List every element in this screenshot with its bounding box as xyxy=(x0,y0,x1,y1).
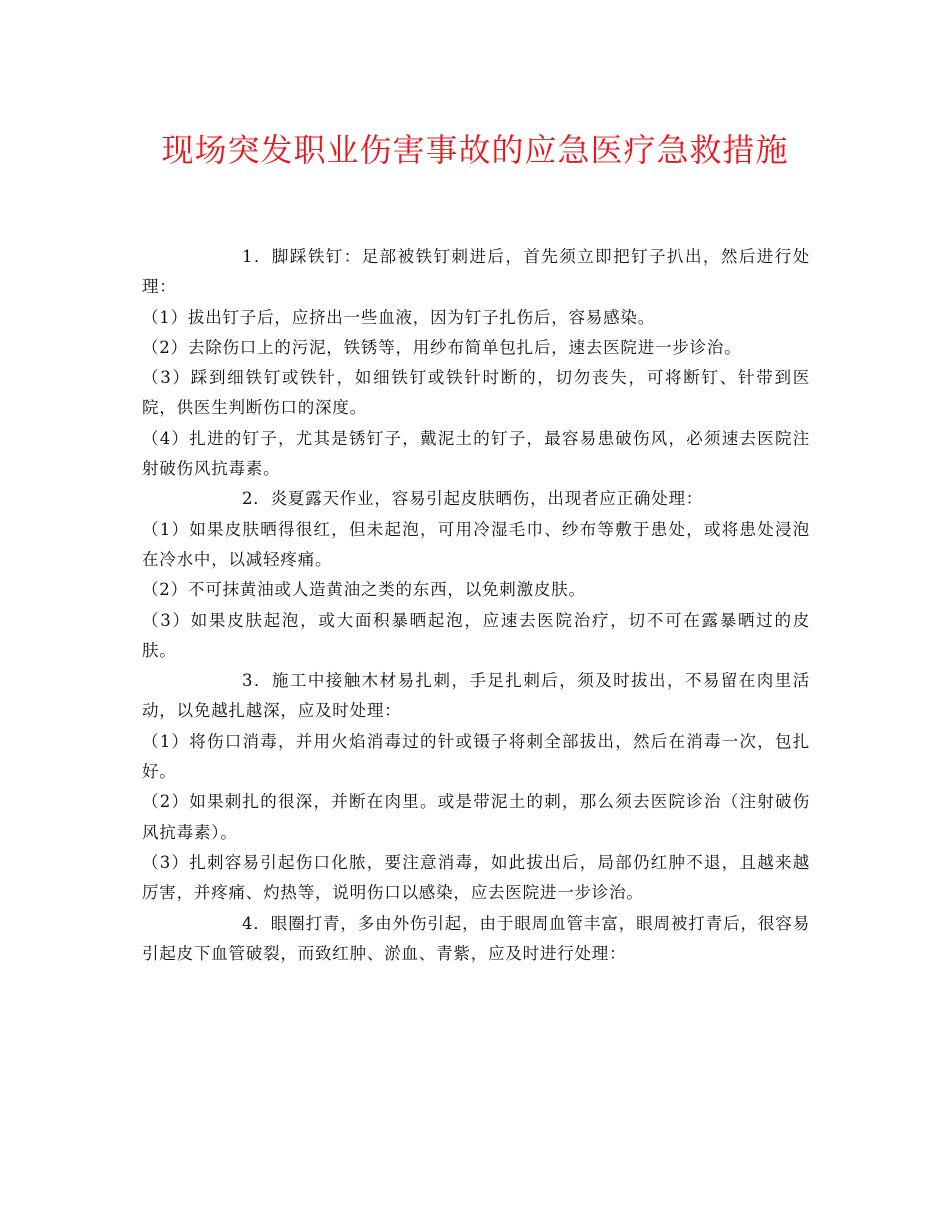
section-2-item-2: （2）不可抹黄油或人造黄油之类的东西，以免刺激皮肤。 xyxy=(142,580,586,600)
section-2-item-1: （1）如果皮肤晒得很红，但未起泡，可用冷湿毛巾、纱布等敷于患处，或将患处浸泡在冷水中，以减轻疼痛。 xyxy=(142,519,810,569)
section-3-item-2: （2）如果刺扎的很深，并断在肉里。或是带泥土的刺，那么须去医院诊治（注射破伤风抗毒素）。 xyxy=(142,792,810,842)
section-1-item-2: （2）去除伤口上的污泥，铁锈等，用纱布简单包扎后，速去医院进一步诊治。 xyxy=(142,337,742,357)
section-1-item-1: （1）拔出钉子后，应挤出一些血液，因为钉子扎伤后，容易感染。 xyxy=(142,307,655,327)
section-2-heading: 2．炎夏露天作业，容易引起皮肤晒伤，出现者应正确处理： xyxy=(242,489,704,509)
section-1-heading: 1．脚踩铁钉：足部被铁钉刺进后，首先须立即把钉子扒出，然后进行处理： xyxy=(142,247,810,297)
section-3-item-1: （1）将伤口消毒，并用火焰消毒过的针或镊子将刺全部拔出，然后在消毒一次，包扎好。 xyxy=(142,731,810,782)
document-body xyxy=(142,242,810,969)
section-4-heading: 4．眼圈打青，多由外伤引起，由于眼周血管丰富，眼周被打青后，很容易引起皮下血管破裂，而致红肿、淤血、青紫，应及时进行处理： xyxy=(142,913,810,963)
section-1-item-3: （3）踩到细铁钉或铁针，如细铁钉或铁针时断的，切勿丧失，可将断钉、针带到医院，供医生判断伤口的深度。 xyxy=(142,368,810,418)
document-title: 现场突发职业伤害事故的应急医疗急救措施 xyxy=(161,131,789,169)
section-3-item-3: （3）扎刺容易引起伤口化脓，要注意消毒，如此拔出后，局部仍红肿不退，且越来越厉害，并疼痛、灼热等，说明伤口以感染，应去医院进一步诊治。 xyxy=(142,852,810,903)
section-3-heading: 3．施工中接触木材易扎刺，手足扎刺后，须及时拔出，不易留在肉里活动，以免越扎越深，应及时处理： xyxy=(142,671,810,721)
section-2-item-3: （3）如果皮肤起泡，或大面积暴晒起泡，应速去医院治疗，切不可在露暴晒过的皮肤。 xyxy=(142,610,810,660)
section-1-item-4: （4）扎进的钉子，尤其是锈钉子，戴泥土的钉子，最容易患破伤风，必须速去医院注射破伤风抗毒素。 xyxy=(142,428,810,479)
